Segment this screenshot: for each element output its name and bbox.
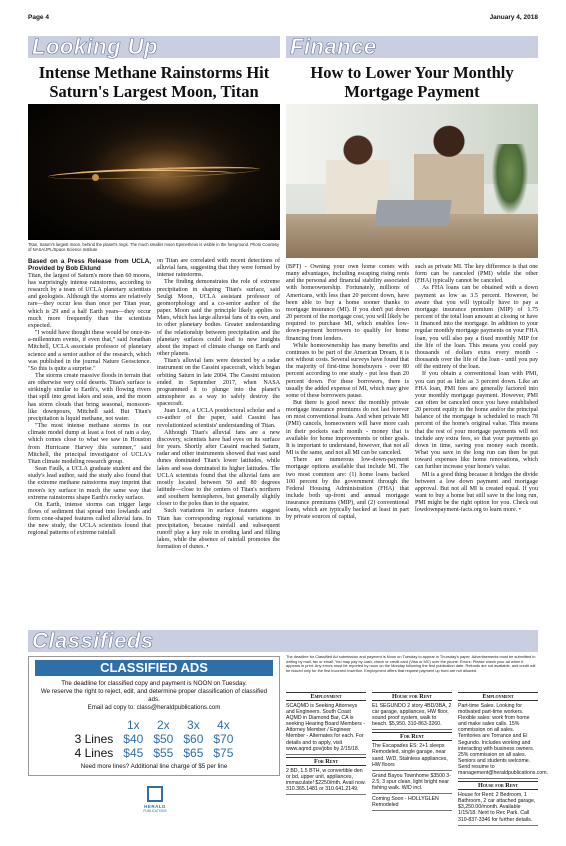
section-header-looking-up [28,36,280,58]
price-cell: $50 [153,732,174,746]
table-header: 4x [217,718,230,732]
page-number: Page 4 [28,14,49,21]
article-headline-titan: Intense Methane Rainstorms Hit Saturn's Largest Moon, Titan [38,63,270,101]
photo-caption: Titan, Saturn's largest moon, behind the planet's rings. The much smaller moon Epimetheus is visible in the foreground. Photo Courtesy of NASA/JPL/Space Science Institute [28,242,280,252]
price-cell: $70 [213,732,234,746]
policy-text: We reserve the right to reject, edit, and determine proper classification of classified ads. [40,688,268,703]
category-heading: Employment [286,692,366,701]
category-heading: House for Rent [372,692,452,701]
classified-ads-box [28,656,280,776]
paragraph: "The most intense methane storms in our climate model dump at least a foot of rain a day, which comes close to what we saw in Houston from Hurricane Harvey this summer," said Mitchell, the principal investigator of UCLA's Titan climate modeling research group. [28,423,151,465]
price-cell: $65 [183,746,204,760]
price-row [70,746,239,760]
category-heading: House for Rent [458,781,538,790]
table-header: 2x [156,718,170,732]
paragraph: such as private MI. The key difference is that one form can be canceled (PMI) while the other (FHA) typically cannot be canceled. [415,264,538,285]
paragraph: Although Titan's alluvial fans are a new discovery, scientists have had eyes on its surface for years. Shortly after Cassini reached Saturn, radar and other instruments showed that vast sand dunes dominated Titan's lower latitudes, while lakes and seas dominated its higher latitudes. The UCLA scientists found that the alluvial fans are mostly located between 50 and 80 degrees latitude—close to the centers of Titan's northern and southern hemispheres, but generally slightly closer to the poles than to the equator. [157,429,280,508]
classified-column-3 [458,690,549,828]
paragraph: While homeownership has many benefits and continues to be part of the American Dream, it is not without costs. Several surveys have found that the majority of first-time homebuyers - over 80 percent according to one study - put less than 20 percent down. For these borrowers, there is usually the added expense of MI, which may give some of these borrowers pause. [286,342,409,399]
listing: 2 BD, 1.5 BTH, w convertible den or bd, upper unit, appliances, immaculate! $2250/mth. Avail now. 310.365.1481 or 310.641.2149. [286,768,366,795]
price-cell: $45 [123,746,144,760]
classified-fine-print: The deadline for Classified Ad submission and payment is Noon on Tuesday to appear in Thursday's paper. Advertisements must be submitted in writing by mail, fax or email. You may pay by cash, check or credit card (Visa or MC) over the phone. Errors: Please check your ad when it appears in print. Any errors must be reported by noon on the Monday following the first publication date. Refunds are not available, and credit will be issued only for the first incorrect insertion. Employment offers that request payment up front are not allowed. [286,654,536,674]
category-heading: For Rent [372,732,452,741]
listing: Grand Bayou Townhome $3500 3-2.5, 3 spur clean, light bright near fishing walk. W/D incl. [372,773,452,794]
herald-logo [142,786,168,820]
logo-wordmark: HERALD [144,804,166,809]
paragraph: The finding demonstrates the role of extreme precipitation in shaping Titan's surface, said Seulgi Moon, UCLA assistant professor of geomorphology and a co-senior author of the paper. Moon said the principle likely applies to Mars, which has large alluvial fans of its own, and to other planetary bodies. Greater understanding of the relationship between precipitation and the planetary surfaces could lead to new insights about the impact of climate change on Earth and other planets. [157,279,280,358]
section-title: Looking Up [32,34,158,59]
listing: House for Rent: 2 Bedroom, 1 Bathroom, 2 car attached garage, $3,250.00/month. Available 1/15/18. Next to Rec Park. Call 310-837-3346 for further details. [458,792,538,825]
table-header: 1x [126,718,140,732]
paragraph: There are numerous low-down-payment mortgage options available that include MI. The two most common are: (1) home loans backed 100 percent by the government through the Federal Housing Administration (FHA) that include both up-front and annual mortgage insurance premiums (MIP), and (2) conventional loans, which are typically backed at least in part by private sources of capital, [286,457,409,521]
section-title: Finance [290,34,377,59]
herald-logo-icon [147,786,163,802]
logo-subtext: PUBLICATIONS [143,809,167,813]
row-label: 3 Lines [74,732,114,746]
paragraph: "I would have thought these would be once-in-a-millennium events, if even that," said Jonathan Mitchell, UCLA associate professor of planetary science and a senior author of the research, which was published in the journal Nature Geoscience. "So this is quite a surprise." [28,330,151,372]
price-table [70,718,239,760]
paragraph: (BPT) - Owning your own home comes with many advantages, including escaping rising rents and the personal and financial stability associated with homeownership. Fortunately, millions of Americans, with less than 20 percent down, have been able to buy a home sooner thanks to mortgage insurance (MI). If you don't put down 20 percent of the mortgage cost, you will likely be required to purchase MI, which enables low-down-payment borrowers to qualify for home financing from lenders. [286,264,409,342]
listing: Part-time Sales. Looking for motivated part-time workers. Flexible sales: work from home and make sales calls. 15% commission on all sales. Territories are Torrance and El Segundo. Includes working and interacting with business owners. 25% commission on all sales. Seniors and students welcome. Send resume to management@heraldpublications.com. [458,703,538,779]
row-label: 4 Lines [74,746,114,760]
paragraph: But there is good news: the monthly private mortgage insurance premiums do not last forever on most conventional loans. And when private MI (PMI) cancels, homeowners will have more cash in their pockets each month - money that is available for home improvements or other goals. It is important to understand, however, that not all MI is the same, and not all MI can be canceled. [286,399,409,457]
price-cell: $40 [123,732,144,746]
article-column-1 [28,258,151,538]
classified-ads-title: CLASSIFIED ADS [35,660,273,676]
listing: The Escapades ES: 2+1 sleeps Remodeled, single garage, near sand. W/D, Stainless appliances, HW floors [372,743,452,770]
additional-line-note: Need more lines? Additional line charge of $5 per line [80,763,228,770]
price-header-row [70,718,239,732]
category-heading: Employment [458,692,538,701]
paragraph: MI is a good thing because it bridges the divide between a low down payment and mortgage approval. But not all MI is created equal. If you want to buy a home but still save in the long run, PMI might be the right option for you. Check out lowdownpayment-facts.org to learn more. • [415,471,538,514]
price-row [70,732,239,746]
table-header: 3x [187,718,200,732]
article-column-3 [286,264,409,522]
deadline-text: The deadline for classified copy and payment is NOON on Tuesday. [61,680,247,687]
table-header [70,718,119,732]
paragraph: Titan, the largest of Saturn's more than 60 moons, has surprisingly intense rainstorms, according to research by a team of UCLA planetary scientists and geologists. Although the storms are relatively rare—they occur less than once per Titan year, which is 29 and a half Earth years—they occur much more frequently than the scientists expected. [28,272,151,329]
byline: Based on a Press Release from UCLA, Provided by Bob Eklund [28,258,151,273]
article-headline-mortgage: How to Lower Your Monthly Mortgage Payment [310,63,514,101]
classified-column-1 [286,690,366,797]
paragraph: on Titan are correlated with recent detections of alluvial fans, suggesting that they were formed by intense rainstorms. [157,258,280,279]
article-column-4 [415,264,538,514]
listing: Coming Soon - HOLLYGLEN Remodeled [372,796,452,811]
listing: SCAQMD is Seeking Attorneys and Engineers. South Coast AQMD in Diamond Bar, CA is seeking Hearing Board Members - Attorney Member / Engineer Member - Alternates for each. For details and to apply, visit www.aqmd.gov/jobs by 2/15/18. [286,703,366,755]
section-header-classifieds [28,630,538,652]
paragraph: As FHA loans can be obtained with a down payment as low as 3.5 percent. However, be aware that you will typically have to pay a mortgage insurance premium (MIP) of 1.75 percent of the total loan amount at closing or have it financed into the mortgage. In addition to your regular monthly mortgage payments on your FHA loan, you will also pay a fixed monthly MIP for the life of the loan. This means you could pay thousands of dollars extra every month - thousands over the life of the loan - until you pay off the entirety of the loan. [415,285,538,371]
paragraph: Titan's alluvial fans were detected by a radar instrument on the Cassini spacecraft, which began orbiting Saturn in late 2004. The Cassini mission ended in September 2017, when NASA programmed it to plunge into the planet's atmosphere as a way to safely destroy the spacecraft. [157,358,280,408]
saturn-photo [28,104,280,240]
section-header-finance [286,36,538,58]
paragraph: If you obtain a conventional loan with PMI, you can put as little as 3 percent down. Like an FHA loan, PMI fees are generally factored into your monthly mortgage payment. However, PMI can often be canceled once you have established 20 percent equity in the home and/or the principal balance of the mortgage is scheduled to reach 78 percent of the home's original value. This means that the rest of your mortgage payments will not include any extra fees, so that your payments go down in time, saving you money each month. What you save in the long run can then be put toward expenses like home renovations, which can further increase your home's value. [415,371,538,471]
category-heading: For Rent [286,757,366,766]
classified-column-2 [372,690,452,813]
section-title: Classifieds [32,628,154,653]
page-header [28,14,538,26]
paragraph: On Earth, intense storms can trigger large flows of sediment that spread into lowlands and form cone-shaped features called alluvial fans. In the new study, the UCLA scientists found that regional patterns of extreme rainfall [28,501,151,537]
couple-photo [286,104,538,258]
classified-ads-info [35,680,273,712]
paragraph: Such variations in surface features suggest Titan has corresponding regional variations in precipitation, because rainfall and subsequent runoff play a key role in eroding land and filling lakes, while the absence of rainfall promotes the formation of dunes. • [157,508,280,551]
paragraph: The storms create massive floods in terrain that are otherwise very cold deserts. Titan's surface is strikingly similar to Earth's, with flowing rivers that spill into great lakes and seas, and the moon has storm clouds that bring seasonal, monsoon-like downpours, Mitchell said. But Titan's precipitation is liquid methane, not water. [28,373,151,422]
email-text: Email ad copy to: class@heraldpublications.com [87,704,221,711]
paragraph: Juan Lora, a UCLA postdoctoral scholar and a co-author of the paper, said Cassini has revolutionized scientists' understanding of Titan. [157,408,280,429]
price-cell: $60 [183,732,204,746]
article-column-2 [157,258,280,551]
listing: EL SEGUNDO 2 story 4BD/3BA, 2 car garage, appliances, HW floor, sound proof system, walk to beach. $5,950. 310-863-3260. [372,703,452,730]
paragraph: Sean Faulk, a UCLA graduate student and the study's lead author, said the study also found that the extreme methane rainstorms may imprint that moon's icy surface in much the same way that extreme rainstorms shape Earth's rocky surface. [28,466,151,501]
page-date: January 4, 2018 [489,14,538,21]
price-cell: $75 [213,746,234,760]
price-cell: $55 [153,746,174,760]
